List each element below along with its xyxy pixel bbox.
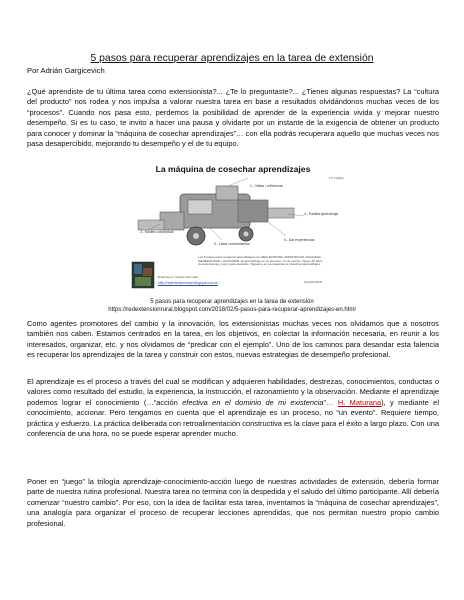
maturana-link[interactable]: H. Maturana — [337, 397, 382, 407]
author-line: Por Adrián Gargicevich — [27, 66, 105, 75]
document-title: 5 pasos para recuperar aprendizajes en la tarea de extensión — [90, 53, 374, 64]
step-1-label: 1.- Visitar / reflexionar — [250, 184, 283, 188]
paragraph-learning-part-b: ”… — [323, 397, 338, 407]
paragraph-trilogy: Poner en “juego” la trilogía aprendizaje-conocimiento-acción luego de nuestras actividades de extensión, debería formar parte de nuestra rutina profesional. Nuestra tarea no termina con la despedida y el saludo del último participante. Allí debería comenzar “nuestro cambio”. Por eso, con la idea de facilitar esta tarea, inventamos la “máquina de cosechar aprendizajes”, una analogía para organizar el proceso de recuperar lecciones aprendidas, que nos permitan nuestro propio cambio profesional. — [27, 477, 439, 528]
figure-blog-link[interactable]: http://redextensionrural.blogspot.com.ar — [158, 281, 218, 285]
figure-blog-label: Entérate en nuestro sitio web — [158, 275, 199, 279]
paragraph-learning-part-c: ), y mediante el conocimiento, accionar. Pero tengamos en cuenta que el aprendizaje es un proceso, no “un evento”. Requiere tiempo, práctica y esfuerzo. La práctica deliberada con retroalimentación constructiva es la clave para el éxito a largo plazo. Con una conferencia de una hora, no se puede esperar aprender mucho. — [27, 397, 439, 439]
caption-url[interactable]: https://redextensionrural.blogspot.com/2018/02/5-pasos-para-recuperar-aprendizajes-en.html — [108, 307, 356, 313]
harvest-machine-figure — [118, 164, 348, 294]
paragraph-agents: Como agentes promotores del cambio y la innovación, los extensionistas muchas veces nos olvidamos que a nosotros también nos caben. Estamos centrados en la tarea, en los objetivos, en colectar la información necesaria, en reunir a los interesados, organizar, etc. y nos olvidamos de “predicar con el ejemplo”. Uno de los caminos para desandar esta falencia es recuperar los aprendizajes de la tarea y construir con estos, nuevas estrategias de desempeño profesional. — [27, 319, 439, 360]
step-3-label: 3.- Listar conocimientos — [214, 242, 250, 246]
paragraph-learning-italic: efectiva en el dominio de mi existencia — [182, 397, 324, 407]
figure-title: La máquina de cosechar aprendizajes — [155, 164, 311, 174]
step-4-label: 4.- Pastilla aprendizaje — [304, 212, 339, 216]
paragraph-learning — [27, 377, 439, 439]
caption-title: 5 pasos para recuperar aprendizajes en la tarea de extensión — [150, 299, 314, 305]
figure-date: Sep 09 2018 — [304, 280, 322, 284]
paragraph-learning-part-a: El aprendizaje es el proceso a través del cual se modifican y adquieren habilidades, destrezas, conocimientos, conductas o valores como resultado del estudio, la experiencia, la instrucción, el razonamiento y la observación. Mediante el aprendizaje podemos lograr el conocimiento (…“acción — [27, 377, 439, 407]
step-5-label: 5.- Dar experiencias — [284, 238, 315, 242]
paragraph-intro: ¿Qué aprendiste de tu última tarea como extensionista?... ¿Te lo preguntaste?... ¿Tienes algunas respuestas? La “cultura del producto” nos rodea y nos impulsa a valorar nuestra tarea en base a resultados olvidándonos muchas veces de los “procesos”. Cuando nos pasa esto, perdemos la posibilidad de aprender de la experiencia vivida y mejorar nuestro desempeño. Si es tu caso, te invito a hacer una pausa y olvidarte por un instante de la exigencia de obtener un producto para conocer y dominar la “máquina de cosechar aprendizajes”… con ella podrás recuperara aquello que muchas veces nos pasa desapercibido, mejorando tu desempeño y el de tu equipo. — [27, 87, 439, 149]
figure-caption — [0, 298, 464, 314]
figure-footer-text: Los 5 pasos para recuperar aprendizajes son REFLEXIONAR, IDENTIFICAR, ANALIZAR, GENERALIZAR y ACCIONAR. El aprendizaje es un proceso, no un evento. Tengo 30 años de experiencia y estoy para ayudarte. Sígueme en La máquina de cosechar aprendizajes. — [198, 255, 323, 267]
step-2-label: 2.- Modelo conceptual — [140, 230, 174, 234]
figure-credit: en equipo — [329, 176, 344, 180]
machine-illustration — [118, 164, 348, 294]
